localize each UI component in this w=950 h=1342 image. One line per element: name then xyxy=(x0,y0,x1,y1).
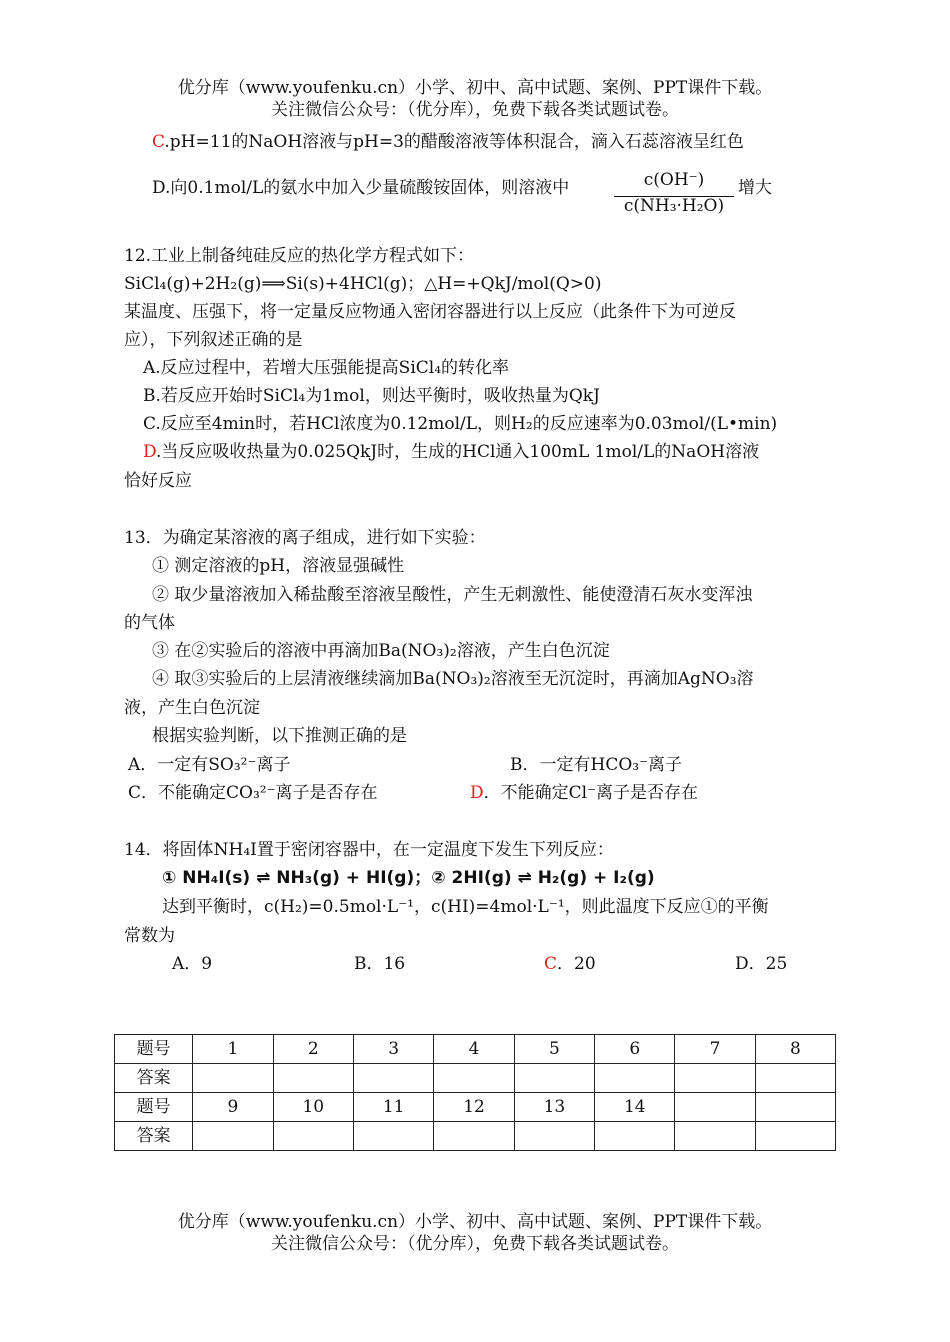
table-cell: 6 xyxy=(595,1035,675,1064)
answer-cell[interactable] xyxy=(675,1122,755,1151)
q13-step-2: ② 取少量溶液加入稀盐酸至溶液呈酸性，产生无刺激性、能使澄清石灰水变浑浊 xyxy=(152,585,753,605)
answer-cell[interactable] xyxy=(755,1064,835,1093)
table-cell: 10 xyxy=(273,1093,353,1122)
footer-line-2: 关注微信公众号：（优分库），免费下载各类试题试卷。 xyxy=(271,1234,679,1254)
q13-step-4-cont: 液，产生白色沉淀 xyxy=(124,698,260,718)
table-cell: 12 xyxy=(434,1093,514,1122)
q11-option-c: C.pH=11的NaOH溶液与pH=3的醋酸溶液等体积混合，滴入石蕊溶液呈红色 xyxy=(152,132,744,152)
q12-condition-2: 应），下列叙述正确的是 xyxy=(124,330,303,350)
q14-option-a: A．9 xyxy=(172,954,213,974)
q13-ask: 根据实验判断，以下推测正确的是 xyxy=(152,726,407,746)
table-row xyxy=(115,1122,836,1151)
table-cell xyxy=(755,1093,835,1122)
q11-option-d: D.向0.1mol/L的氨水中加入少量硫酸铵固体，则溶液中 xyxy=(152,178,570,198)
table-label: 题号 xyxy=(115,1035,193,1064)
answer-mark: D xyxy=(143,442,157,462)
q14-option-b: B．16 xyxy=(354,954,406,974)
answer-cell[interactable] xyxy=(755,1122,835,1151)
q13-option-b: B．一定有HCO₃⁻离子 xyxy=(510,755,683,775)
table-cell: 1 xyxy=(193,1035,273,1064)
q11-fraction xyxy=(614,170,734,226)
answer-mark: D xyxy=(470,783,484,803)
table-cell: 2 xyxy=(273,1035,353,1064)
answer-cell[interactable] xyxy=(434,1122,514,1151)
table-row xyxy=(115,1064,836,1093)
answer-cell[interactable] xyxy=(193,1064,273,1093)
table-cell xyxy=(675,1093,755,1122)
answer-cell[interactable] xyxy=(273,1122,353,1151)
table-cell: 14 xyxy=(595,1093,675,1122)
q14-text-1: 达到平衡时，c(H₂)=0.5mol·L⁻¹，c(HI)=4mol·L⁻¹，则此温度下反应①的平衡 xyxy=(162,897,769,917)
answer-mark: C xyxy=(544,954,558,974)
q13-step-1: ① 测定溶液的pH，溶液显强碱性 xyxy=(152,556,405,576)
table-label: 答案 xyxy=(115,1064,193,1093)
q13-option-c: C．不能确定CO₃²⁻离子是否存在 xyxy=(128,783,378,803)
q13-step-4: ④ 取③实验后的上层清液继续滴加Ba(NO₃)₂溶液至无沉淀时，再滴加AgNO₃溶 xyxy=(152,669,754,689)
q14-text-2: 常数为 xyxy=(124,926,175,946)
table-cell: 4 xyxy=(434,1035,514,1064)
table-row xyxy=(115,1035,836,1064)
q13-option-d: D．不能确定Cl⁻离子是否存在 xyxy=(470,783,699,803)
answer-table xyxy=(114,1034,836,1151)
answer-mark: C xyxy=(152,132,165,152)
q12-option-c: C.反应至4min时，若HCl浓度为0.12mol/L，则H₂的反应速率为0.03mol/(L•min) xyxy=(143,414,778,434)
q13-option-a: A．一定有SO₃²⁻离子 xyxy=(128,755,291,775)
q13-stem: 13．为确定某溶液的离子组成，进行如下实验： xyxy=(124,528,486,548)
answer-cell[interactable] xyxy=(193,1122,273,1151)
q12-option-d-cont: 恰好反应 xyxy=(124,471,192,491)
q12-equation: SiCl₄(g)+2H₂(g)⟹Si(s)+4HCl(g)；△H=+QkJ/mol(Q>0) xyxy=(124,274,602,294)
answer-cell[interactable] xyxy=(514,1064,594,1093)
q14-reaction: ① NH₄I(s) ⇌ NH₃(g) + HI(g)；② 2HI(g) ⇌ H₂(g) + I₂(g) xyxy=(162,868,655,888)
q12-option-d: D.当反应吸收热量为0.025QkJ时，生成的HCl通入100mL 1mol/L的NaOH溶液 xyxy=(143,442,760,462)
answer-cell[interactable] xyxy=(353,1122,433,1151)
q11-option-d-tail: 增大 xyxy=(738,178,772,198)
header-line-2: 关注微信公众号：（优分库），免费下载各类试题试卷。 xyxy=(271,100,679,120)
fraction-denominator: c(NH₃·H₂O) xyxy=(623,196,725,216)
table-label: 答案 xyxy=(115,1122,193,1151)
fraction-numerator: c(OH⁻) xyxy=(643,170,705,190)
q14-option-d: D．25 xyxy=(735,954,788,974)
table-cell: 7 xyxy=(675,1035,755,1064)
answer-cell[interactable] xyxy=(273,1064,353,1093)
answer-cell[interactable] xyxy=(434,1064,514,1093)
table-cell: 3 xyxy=(353,1035,433,1064)
answer-cell[interactable] xyxy=(595,1064,675,1093)
q13-step-3: ③ 在②实验后的溶液中再滴加Ba(NO₃)₂溶液，产生白色沉淀 xyxy=(152,641,610,661)
q12-condition-1: 某温度、压强下，将一定量反应物通入密闭容器进行以上反应（此条件下为可逆反 xyxy=(124,302,736,322)
q12-option-a: A.反应过程中，若增大压强能提高SiCl₄的转化率 xyxy=(143,358,510,378)
table-cell: 8 xyxy=(755,1035,835,1064)
q12-stem: 12.工业上制备纯硅反应的热化学方程式如下： xyxy=(124,246,475,266)
table-row xyxy=(115,1093,836,1122)
table-cell: 13 xyxy=(514,1093,594,1122)
answer-cell[interactable] xyxy=(595,1122,675,1151)
footer-line-1: 优分库（www.youfenku.cn）小学、初中、高中试题、案例、PPT课件下载。 xyxy=(177,1212,773,1232)
answer-cell[interactable] xyxy=(675,1064,755,1093)
table-cell: 9 xyxy=(193,1093,273,1122)
q14-option-c: C．20 xyxy=(544,954,596,974)
q13-step-2-cont: 的气体 xyxy=(124,613,175,633)
answer-cell[interactable] xyxy=(514,1122,594,1151)
q12-option-b: B.若反应开始时SiCl₄为1mol，则达平衡时，吸收热量为QkJ xyxy=(143,386,600,406)
table-label: 题号 xyxy=(115,1093,193,1122)
answer-cell[interactable] xyxy=(353,1064,433,1093)
table-cell: 5 xyxy=(514,1035,594,1064)
table-cell: 11 xyxy=(353,1093,433,1122)
q14-stem: 14．将固体NH₄I置于密闭容器中，在一定温度下发生下列反应： xyxy=(124,840,614,860)
header-line-1: 优分库（www.youfenku.cn）小学、初中、高中试题、案例、PPT课件下载。 xyxy=(177,78,773,98)
